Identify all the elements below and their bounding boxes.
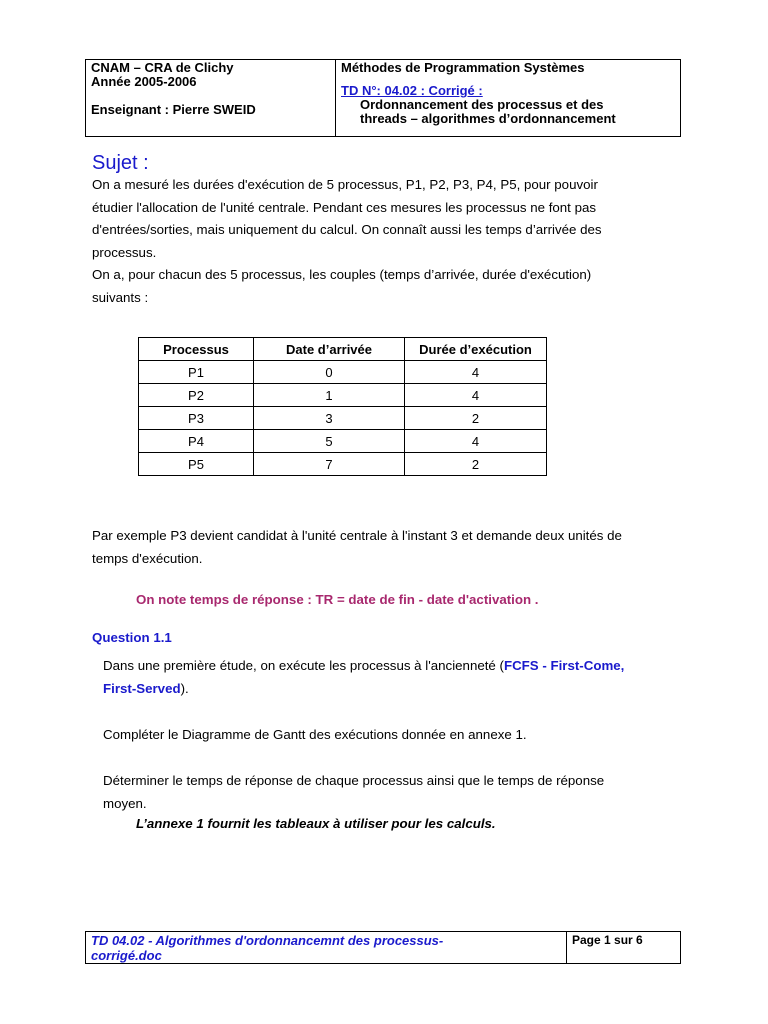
intro-line: suivants :	[92, 289, 149, 305]
question-line: Déterminer le temps de réponse de chaque processus ainsi que le temps de réponse	[103, 773, 605, 788]
page-number: Page 1 sur 6	[572, 933, 643, 947]
table-row	[139, 430, 547, 453]
intro-line: On a mesuré les durées d'exécution de 5 processus, P1, P2, P3, P4, P5, pour pouvoir	[92, 177, 598, 192]
footer-line: corrigé.doc	[91, 948, 162, 963]
process-table	[138, 337, 547, 476]
cell-process: P2	[139, 384, 254, 407]
annexe-note: L’annexe 1 fournit les tableaux à utiliser pour les calculs.	[136, 816, 496, 831]
subtitle-line-1: Ordonnancement des processus et des	[360, 97, 604, 112]
header-arrival: Date d’arrivée	[254, 338, 405, 361]
cell-duration: 4	[405, 361, 547, 384]
footer-filename	[86, 932, 567, 963]
header-left-cell	[86, 60, 336, 136]
course-title: Méthodes de Programmation Systèmes	[341, 60, 585, 75]
cell-arrival: 5	[254, 430, 405, 453]
cell-duration: 4	[405, 430, 547, 453]
example-paragraph	[92, 524, 682, 570]
cell-duration: 2	[405, 407, 547, 430]
question-paragraph-3	[103, 769, 677, 815]
year: Année 2005-2006	[91, 74, 197, 89]
institution: CNAM – CRA de Clichy	[91, 60, 234, 75]
table-row	[139, 453, 547, 476]
table-row	[139, 361, 547, 384]
example-line: temps d'exécution.	[92, 551, 203, 566]
question-text: ).	[180, 681, 189, 696]
intro-line: processus.	[92, 244, 157, 260]
intro-paragraph	[92, 174, 682, 309]
question-title: Question 1.1	[92, 630, 172, 645]
question-paragraph-1	[103, 654, 677, 700]
table-row	[139, 407, 547, 430]
cell-process: P4	[139, 430, 254, 453]
cell-process: P5	[139, 453, 254, 476]
td-title-link[interactable]: TD N°: 04.02 : Corrigé :	[341, 83, 483, 98]
fcfs-term: FCFS - First-Come,	[503, 658, 625, 673]
question-text: Dans une première étude, on exécute les processus à l'ancienneté (	[103, 658, 504, 673]
question-line	[103, 654, 677, 677]
intro-line: d'entrées/sorties, mais uniquement du calcul. On connaît aussi les temps d’arrivée des	[92, 222, 602, 237]
table-row	[139, 384, 547, 407]
intro-line: étudier l'allocation de l'unité centrale. Pendant ces mesures les processus ne font pas	[92, 199, 597, 215]
header-right-cell	[336, 60, 680, 136]
header-duration: Durée d’exécution	[405, 338, 547, 361]
question-paragraph-2: Compléter le Diagramme de Gantt des exécutions donnée en annexe 1.	[103, 727, 527, 742]
cell-arrival: 1	[254, 384, 405, 407]
cell-arrival: 3	[254, 407, 405, 430]
footer-table	[85, 931, 681, 964]
cell-process: P1	[139, 361, 254, 384]
header-processus: Processus	[139, 338, 254, 361]
intro-line: On a, pour chacun des 5 processus, les couples (temps d’arrivée, durée d'exécution)	[92, 267, 592, 282]
cell-arrival: 0	[254, 361, 405, 384]
cell-arrival: 7	[254, 453, 405, 476]
question-line	[103, 677, 677, 700]
footer-line: TD 04.02 - Algorithmes d'ordonnancemnt des processus-	[91, 933, 444, 948]
sujet-heading: Sujet :	[92, 152, 149, 174]
cell-duration: 2	[405, 453, 547, 476]
table-header-row	[139, 338, 547, 361]
question-line: moyen.	[103, 796, 147, 811]
example-line: Par exemple P3 devient candidat à l'unité centrale à l'instant 3 et demande deux unités de	[92, 528, 622, 543]
header-table	[85, 59, 681, 137]
subtitle-line-2: threads – algorithmes d’ordonnancement	[360, 111, 616, 126]
teacher: Enseignant : Pierre SWEID	[91, 102, 256, 117]
fcfs-term: First-Served	[103, 681, 181, 696]
response-time-note: On note temps de réponse : TR = date de fin - date d'activation .	[136, 592, 539, 607]
cell-duration: 4	[405, 384, 547, 407]
cell-process: P3	[139, 407, 254, 430]
